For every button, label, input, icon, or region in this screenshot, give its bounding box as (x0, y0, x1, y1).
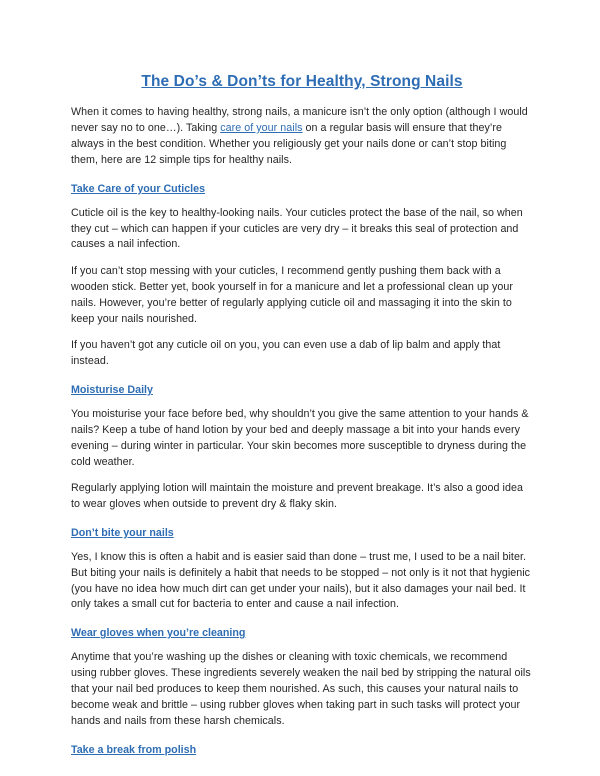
intro-paragraph (71, 105, 533, 169)
heading-moisturise-daily[interactable]: Moisturise Daily (71, 383, 153, 396)
cuticles-paragraph-3: If you haven’t got any cuticle oil on you, you can even use a dab of lip balm and apply that instead. (71, 338, 501, 367)
page-title: The Do’s & Don’ts for Healthy, Strong Nails (141, 73, 463, 90)
moisturise-paragraph-2: Regularly applying lotion will maintain the moisture and prevent breakage. It’s also a good idea to wear gloves when outside to prevent dry & flaky skin. (71, 481, 523, 510)
cuticles-paragraph-2: If you can’t stop messing with your cuticles, I recommend gently pushing them back with a wooden stick. Better yet, book yourself in for a manicure and let a professional clean up your nails. However, you’re better of regularly applying cuticle oil and massaging it into the skin to keep your nails nourished. (71, 264, 513, 325)
heading-wear-gloves[interactable]: Wear gloves when you’re cleaning (71, 627, 246, 640)
heading-take-care-of-cuticles[interactable]: Take Care of your Cuticles (71, 182, 206, 195)
heading-break-from-polish[interactable]: Take a break from polish (71, 743, 197, 756)
document-page (71, 0, 533, 767)
intro-text-start: When it comes to having healthy, strong nails, a manicure isn’t the only option (although I would never say no to one…). Taking (71, 106, 528, 134)
biting-paragraph-1: Yes, I know this is often a habit and is easier said than done – trust me, I used to be a nail biter. But biting your nails is definitely a habit that needs to be stopped – not only is it not that hygienic (you have no idea how much dirt can get under your nails), but it also damages your nail bed. It only takes a small cut for bacteria to enter and cause a nail infection. (71, 550, 531, 611)
gloves-paragraph-1: Anytime that you’re washing up the dishes or cleaning with toxic chemicals, we recommend using rubber gloves. These ingredients severely weaken the nail bed by stripping the natural oils that your nail bed produces to keep them nourished. As such, this causes your natural nails to become weak and brittle – using rubber gloves when taking part in such tasks will protect your hands and nails from these harsh chemicals. (71, 651, 531, 727)
heading-dont-bite-nails[interactable]: Don’t bite your nails (71, 526, 174, 539)
cuticles-paragraph-1: Cuticle oil is the key to healthy-looking nails. Your cuticles protect the base of the nail, so when they cut – which can happen if your cuticles are very dry – it breaks this seal of protection and causes a nail infection. (71, 206, 523, 251)
moisturise-paragraph-1: You moisturise your face before bed, why shouldn’t you give the same attention to your hands & nails? Keep a tube of hand lotion by your bed and deeply massage a bit into your hands every evening – during winter in particular. Your skin becomes more susceptible to dryness during the cold weather. (71, 407, 529, 468)
intro-text-end: on a regular basis will ensure that they’re always in the best condition. Whether you religiously get your nails done or can’t stop biting them, here are 12 simple tips for healthy nails. (71, 121, 507, 166)
care-of-your-nails-link[interactable]: care of your nails (220, 121, 303, 134)
